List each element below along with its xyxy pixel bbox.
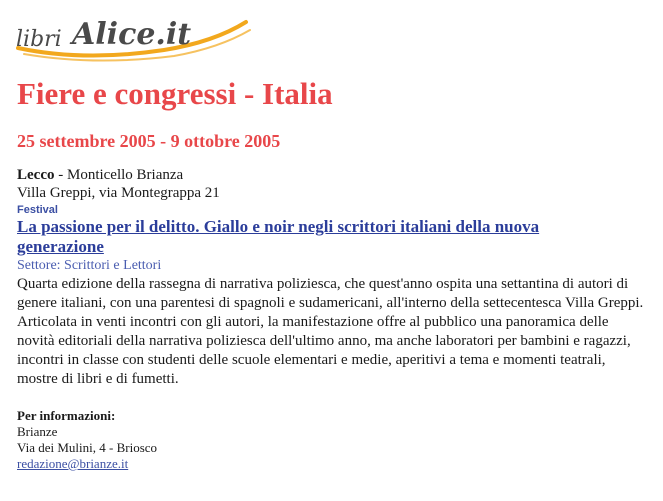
event-listing: [17, 166, 647, 389]
event-title-link[interactable]: La passione per il delitto. Giallo e noir negli scrittori italiani della nuova generazione: [17, 217, 540, 256]
event-category: Festival: [17, 204, 58, 216]
info-email-link[interactable]: redazione@brianze.it: [17, 456, 129, 471]
event-location: [17, 166, 647, 184]
contact-info: [17, 408, 157, 472]
page-title: Fiere e congressi - Italia: [17, 76, 333, 111]
date-range: 25 settembre 2005 - 9 ottobre 2005: [17, 131, 281, 151]
event-venue: Villa Greppi, via Montegrappa 21: [17, 185, 220, 201]
info-heading: Per informazioni:: [17, 408, 116, 423]
info-org: Brianze: [17, 424, 58, 439]
event-sector: Settore: Scrittori e Lettori: [17, 258, 162, 273]
site-logo[interactable]: [14, 4, 254, 64]
logo-brand: Alice.it: [72, 17, 192, 52]
event-city: Lecco: [17, 167, 55, 183]
logo-prefix: libri: [16, 27, 62, 52]
event-city-suffix: - Monticello Brianza: [54, 167, 184, 183]
event-description: Quarta edizione della rassegna di narrativa poliziesca, che quest'anno ospita una settantina di autori di genere italiani, con una parentesi di spagnoli e sudamericani, all'interno della settecentesca Villa Greppi. Articolata in venti incontri con gli autori, la manifestazione offre al pubblico una panoramica delle novità editoriali della narrativa poliziesca dell'ultimo anno, ma anche laboratori per bambini e ragazzi, incontri in classe con studenti delle scuole elementari e medie, aperitivi a tema e momenti teatrali, mostre di libri e di fumetti.: [17, 276, 644, 387]
info-address: Via dei Mulini, 4 - Briosco: [17, 440, 158, 455]
